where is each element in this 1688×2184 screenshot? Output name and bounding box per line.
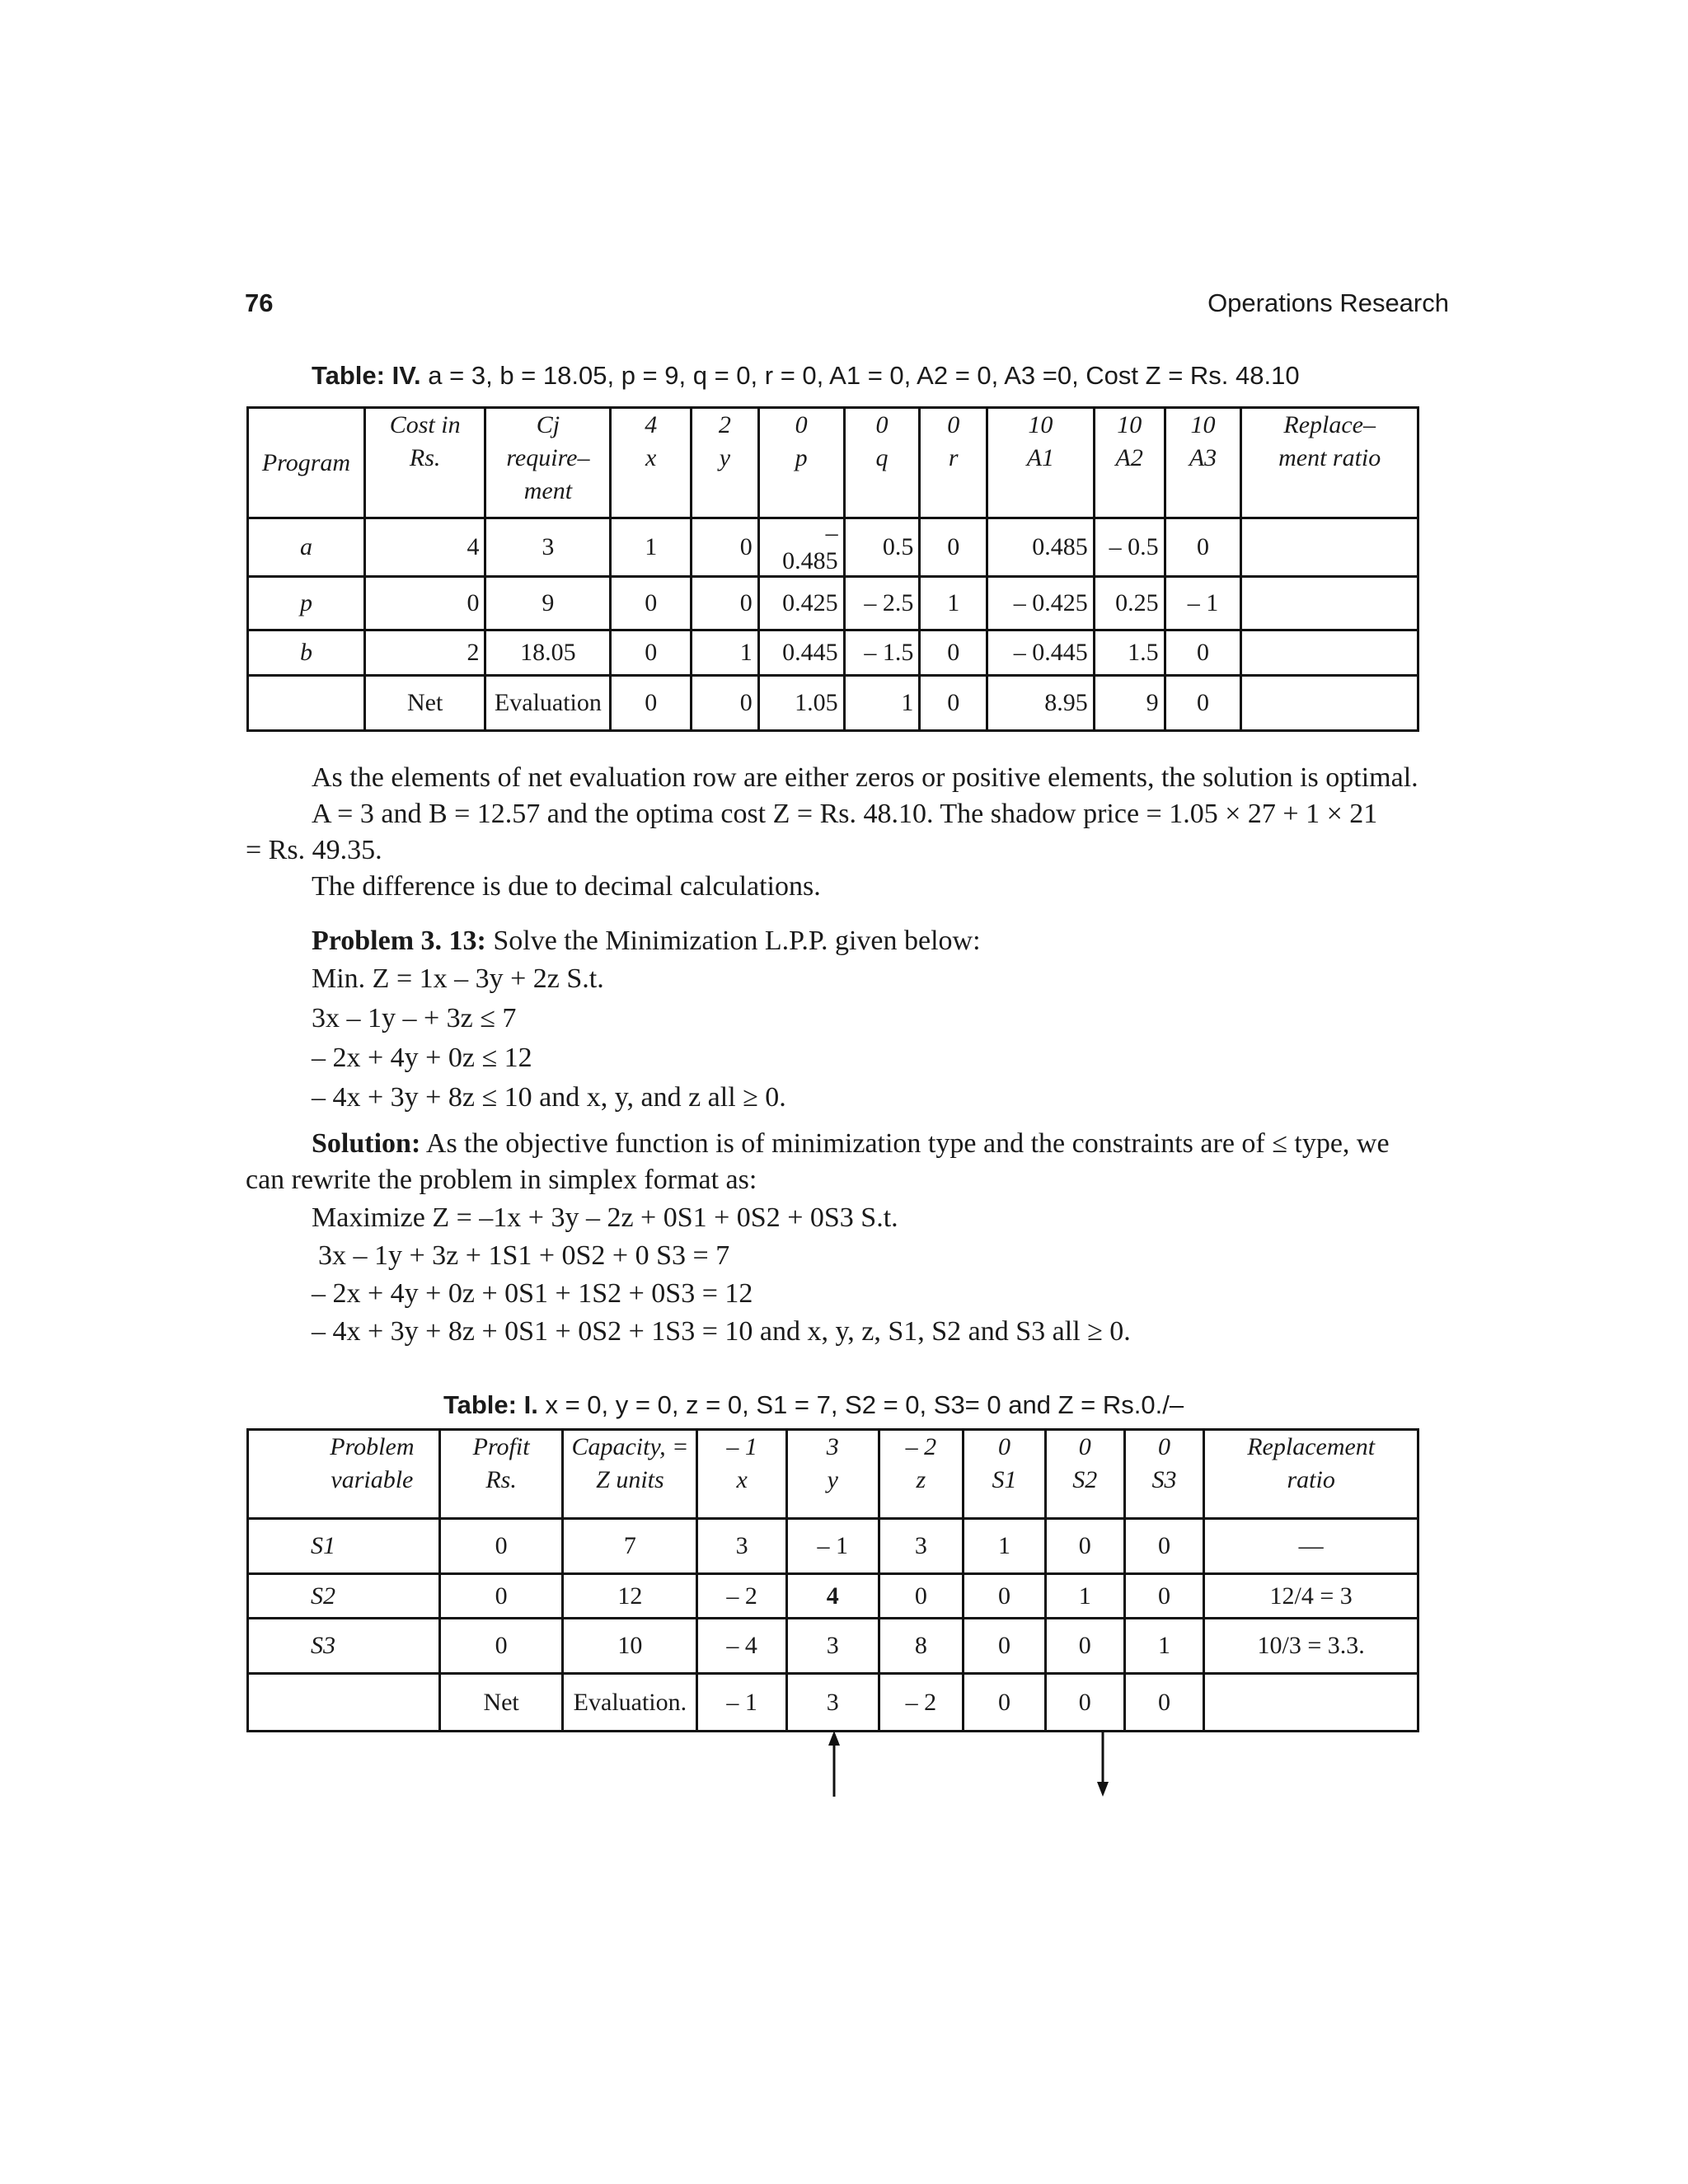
cell: 3 xyxy=(697,1519,787,1574)
cell-key-element: 4 xyxy=(786,1574,879,1619)
problem-title-text: Solve the Minimization L.P.P. given below: xyxy=(493,926,981,956)
header-profit: Profit Rs. xyxy=(439,1430,563,1519)
header-variable: Problem variable xyxy=(248,1430,440,1519)
solution-text-a: As the objective function is of minimization type and the constraints are of ≤ type, we xyxy=(425,1128,1390,1159)
paragraph: The difference is due to decimal calculations. xyxy=(312,871,821,902)
solution-label: Solution: xyxy=(312,1128,421,1159)
cell: Evaluation xyxy=(485,676,611,731)
cell: 0 xyxy=(1045,1674,1124,1732)
header-col: 10 A3 xyxy=(1165,408,1241,518)
cell: 0 xyxy=(920,518,987,577)
page-number: 76 xyxy=(245,288,274,317)
cell: 0 xyxy=(692,676,759,731)
cell: 3 xyxy=(879,1519,964,1574)
cell: – 1.5 xyxy=(844,630,920,676)
header-col: 0 S3 xyxy=(1124,1430,1204,1519)
cell: 1 xyxy=(844,676,920,731)
cell: 3 xyxy=(786,1674,879,1732)
header-program: Program xyxy=(248,408,365,518)
solution-line: – 4x + 3y + 8z + 0S1 + 0S2 + 1S3 = 10 and x, y, z, S1, S2 and S3 all ≥ 0. xyxy=(312,1316,1131,1347)
cell: Net xyxy=(364,676,485,731)
paragraph: = Rs. 49.35. xyxy=(246,835,382,865)
problem-line: Min. Z = 1x – 3y + 2z S.t. xyxy=(312,963,604,994)
table-row xyxy=(248,518,1418,577)
cell: 0 xyxy=(920,676,987,731)
cell: 0.425 xyxy=(758,577,844,630)
cell: 0 xyxy=(1165,676,1241,731)
cell: 0.485 xyxy=(987,518,1095,577)
cell: 3 xyxy=(485,518,611,577)
cell: 0 xyxy=(964,1619,1046,1674)
cell: 0 xyxy=(1045,1619,1124,1674)
cell: 0 xyxy=(611,577,692,630)
net-evaluation-row xyxy=(248,676,1418,731)
problem-heading xyxy=(312,923,981,959)
header-col: – 1 x xyxy=(697,1430,787,1519)
cell-ratio: 10/3 = 3.3. xyxy=(1204,1619,1418,1674)
cell: 4 xyxy=(364,518,485,577)
table-i xyxy=(246,1428,1419,1732)
header-ratio: Replace– ment ratio xyxy=(1241,408,1418,518)
header-ratio: Replacement ratio xyxy=(1204,1430,1418,1519)
cell: 0 xyxy=(611,630,692,676)
cell: 1.5 xyxy=(1094,630,1165,676)
table-iv-caption-label: Table: IV. xyxy=(312,361,421,390)
cell: 0 xyxy=(879,1574,964,1619)
cell: 0 xyxy=(364,577,485,630)
header-col: 0 S1 xyxy=(964,1430,1046,1519)
cell-ratio xyxy=(1241,630,1418,676)
cell-program: a xyxy=(248,518,365,577)
cell: – 0.485 xyxy=(758,518,844,577)
table-row xyxy=(248,1574,1418,1619)
problem-title: Problem 3. 13: xyxy=(312,926,486,956)
cell: – 2 xyxy=(879,1674,964,1732)
cell: – 2 xyxy=(697,1574,787,1619)
solution-line: – 2x + 4y + 0z + 0S1 + 1S2 + 0S3 = 12 xyxy=(312,1278,753,1309)
header-col: 4 x xyxy=(611,408,692,518)
header-col: 0 p xyxy=(758,408,844,518)
paragraph: As the elements of net evaluation row are either zeros or positive elements, the solution is optimal. xyxy=(312,762,1418,793)
solution-text: can rewrite the problem in simplex format as: xyxy=(246,1165,757,1195)
problem-line: – 2x + 4y + 0z ≤ 12 xyxy=(312,1043,532,1073)
cell: 0 xyxy=(1124,1574,1204,1619)
cell: 1 xyxy=(964,1519,1046,1574)
cell: – 1 xyxy=(786,1519,879,1574)
net-evaluation-row xyxy=(248,1674,1418,1732)
cell: 0 xyxy=(1124,1519,1204,1574)
cell-program: b xyxy=(248,630,365,676)
cell: 0 xyxy=(1165,518,1241,577)
header-col: 0 r xyxy=(920,408,987,518)
header-col: 10 A1 xyxy=(987,408,1095,518)
cell-variable: S3 xyxy=(248,1619,440,1674)
cell: 0 xyxy=(692,577,759,630)
arrow-down-icon xyxy=(1093,1731,1113,1797)
cell-ratio xyxy=(1204,1674,1418,1732)
cell-variable: S2 xyxy=(248,1574,440,1619)
header-col: 3 y xyxy=(786,1430,879,1519)
cell: 1 xyxy=(1124,1619,1204,1674)
header-col: 0 q xyxy=(844,408,920,518)
cell: 0 xyxy=(1045,1519,1124,1574)
table-header-row xyxy=(248,408,1418,518)
cell-ratio xyxy=(1241,518,1418,577)
cell: 1 xyxy=(611,518,692,577)
problem-line: – 4x + 3y + 8z ≤ 10 and x, y, and z all ≥ 0. xyxy=(312,1082,786,1113)
table-row xyxy=(248,630,1418,676)
cell: – 1 xyxy=(1165,577,1241,630)
cell: 0.445 xyxy=(758,630,844,676)
cell: – 0.425 xyxy=(987,577,1095,630)
cell: 2 xyxy=(364,630,485,676)
cell: – 1 xyxy=(697,1674,787,1732)
table-iv xyxy=(246,406,1419,732)
table-row xyxy=(248,577,1418,630)
cell: 9 xyxy=(485,577,611,630)
cell: 0 xyxy=(920,630,987,676)
solution-line: Maximize Z = –1x + 3y – 2z + 0S1 + 0S2 + 0S3 S.t. xyxy=(312,1202,898,1233)
cell xyxy=(248,1674,440,1732)
cell: 9 xyxy=(1094,676,1165,731)
cell: 0 xyxy=(692,518,759,577)
cell: 18.05 xyxy=(485,630,611,676)
cell-ratio xyxy=(1241,676,1418,731)
cell: 0 xyxy=(611,676,692,731)
cell: 7 xyxy=(563,1519,697,1574)
header-col: 2 y xyxy=(692,408,759,518)
running-head: Operations Research xyxy=(1207,288,1449,317)
cell: 0 xyxy=(439,1619,563,1674)
header-col: 10 A2 xyxy=(1094,408,1165,518)
solution-line: 3x – 1y + 3z + 1S1 + 0S2 + 0 S3 = 7 xyxy=(318,1240,730,1271)
solution-text xyxy=(312,1126,1390,1162)
cell: 0 xyxy=(1165,630,1241,676)
table-row xyxy=(248,1619,1418,1674)
cell: 0 xyxy=(439,1519,563,1574)
cell: 0.5 xyxy=(844,518,920,577)
cell xyxy=(248,676,365,731)
header-col: – 2 z xyxy=(879,1430,964,1519)
cell: 0.25 xyxy=(1094,577,1165,630)
cell: 8.95 xyxy=(987,676,1095,731)
table-iv-caption xyxy=(312,361,1300,391)
cell: – 4 xyxy=(697,1619,787,1674)
table-header-row xyxy=(248,1430,1418,1519)
cell: – 0.5 xyxy=(1094,518,1165,577)
cell: 3 xyxy=(786,1619,879,1674)
cell-ratio: — xyxy=(1204,1519,1418,1574)
cell: 1 xyxy=(692,630,759,676)
cell: 1.05 xyxy=(758,676,844,731)
cell: 0 xyxy=(1124,1674,1204,1732)
cell: 0 xyxy=(964,1674,1046,1732)
header-col: 0 S2 xyxy=(1045,1430,1124,1519)
cell: – 2.5 xyxy=(844,577,920,630)
cell: – 0.445 xyxy=(987,630,1095,676)
header-capacity: Capacity, = Z units xyxy=(563,1430,697,1519)
header-cost: Cost in Rs. xyxy=(364,408,485,518)
cell: 1 xyxy=(1045,1574,1124,1619)
cell: 0 xyxy=(439,1574,563,1619)
arrow-up-icon xyxy=(824,1731,844,1797)
cell: 12 xyxy=(563,1574,697,1619)
cell: 10 xyxy=(563,1619,697,1674)
table-i-caption xyxy=(443,1390,1184,1420)
cell: 8 xyxy=(879,1619,964,1674)
problem-line: 3x – 1y – + 3z ≤ 7 xyxy=(312,1003,517,1033)
paragraph: A = 3 and B = 12.57 and the optima cost Z = Rs. 48.10. The shadow price = 1.05 × 27 + 1 × 21 xyxy=(312,799,1378,829)
cell: Evaluation. xyxy=(563,1674,697,1732)
cell-ratio: 12/4 = 3 xyxy=(1204,1574,1418,1619)
table-i-caption-values: x = 0, y = 0, z = 0, S1 = 7, S2 = 0, S3= 0 and Z = Rs.0./– xyxy=(545,1390,1184,1419)
cell: 0 xyxy=(964,1574,1046,1619)
cell: Net xyxy=(439,1674,563,1732)
header-cj: Cj require– ment xyxy=(485,408,611,518)
table-i-caption-label: Table: I. xyxy=(443,1390,538,1419)
table-iv-caption-values: a = 3, b = 18.05, p = 9, q = 0, r = 0, A1 = 0, A2 = 0, A3 =0, Cost Z = Rs. 48.10 xyxy=(428,361,1300,390)
table-row xyxy=(248,1519,1418,1574)
cell-program: p xyxy=(248,577,365,630)
cell-variable: S1 xyxy=(248,1519,440,1574)
cell-ratio xyxy=(1241,577,1418,630)
cell: 1 xyxy=(920,577,987,630)
